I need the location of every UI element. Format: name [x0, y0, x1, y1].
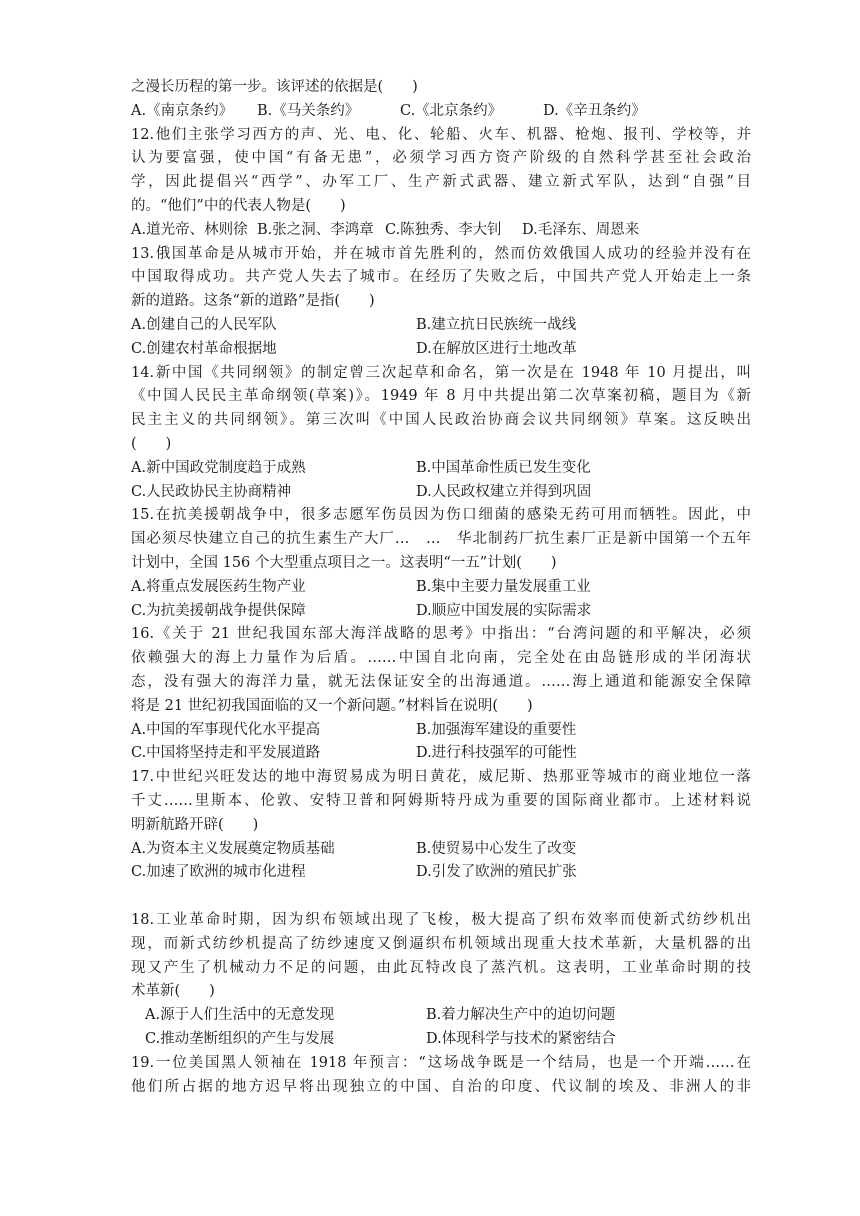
answer-options: [131, 314, 751, 338]
option-c[interactable]: C.中国将坚持走和平发展道路: [131, 745, 321, 762]
option-c[interactable]: C.加速了欧洲的城市化进程: [131, 864, 306, 881]
question-19-line: 他们所占据的地方迟早将出现独立的中国、自治的印度、代议制的埃及、非洲人的非: [131, 1078, 751, 1095]
question-12-line: 12.他们主张学习西方的声、光、电、化、轮船、火车、机器、枪炮、报刊、学校等，并: [131, 126, 751, 143]
option-b[interactable]: B.加强海军建设的重要性: [416, 721, 577, 738]
option-a[interactable]: A.道光帝、林则徐: [131, 221, 248, 238]
question-16-line: 将是 21 世纪初我国面临的又一个新问题。”材料旨在说明( ): [131, 697, 533, 714]
option-d[interactable]: D.人民政权建立并得到巩固: [416, 483, 592, 500]
option-d[interactable]: D.《辛丑条约》: [543, 102, 646, 119]
question-18-line: 现，而新式纺纱机提高了纺纱速度又倒逼织布机领域出现重大技术革新，大量机器的出: [131, 935, 751, 952]
question-18-line: 现又产生了机械动力不足的问题，由此瓦特改良了蒸汽机。这表明，工业革命时期的技: [131, 959, 751, 976]
question-12-line: 认为要富强，使中国“有备无患”，必须学习西方资产阶级的自然科学甚至社会政治: [131, 150, 751, 167]
option-a[interactable]: A.新中国政党制度趋于成熟: [131, 459, 306, 476]
option-c[interactable]: C.推动垄断组织的产生与发展: [145, 1031, 335, 1048]
answer-options: [131, 219, 751, 243]
question-16-line: 16.《关于 21 世纪我国东部大海洋战略的思考》中指出：“台湾问题的和平解决，必须: [131, 626, 751, 643]
answer-options: [131, 1028, 751, 1052]
option-a[interactable]: A.将重点发展医药生物产业: [131, 578, 306, 595]
option-b[interactable]: B.中国革命性质已发生变化: [416, 459, 591, 476]
option-b[interactable]: B.张之洞、李鸿章: [257, 221, 374, 238]
question-15-line: 15.在抗美援朝战争中，很多志愿军伤员因为伤口细菌的感染无药可用而牺牲。因此，中: [131, 507, 751, 524]
option-a[interactable]: A.《南京条约》: [131, 102, 234, 119]
answer-options: [131, 100, 751, 124]
option-a[interactable]: A.中国的军事现代化水平提高: [131, 721, 321, 738]
exam-page: [131, 76, 751, 1099]
option-b[interactable]: B.着力解决生产中的迫切问题: [426, 1007, 616, 1024]
question-17-line: 明新航路开辟( ): [131, 816, 259, 833]
answer-options: [131, 338, 751, 362]
question-14-line: 民主主义的共同纲领》。第三次叫《中国人民政治协商会议共同纲领》草案。这反映出: [131, 412, 751, 429]
option-d[interactable]: D.体现科学与技术的紧密结合: [426, 1031, 616, 1048]
option-c[interactable]: C.创建农村革命根据地: [131, 340, 277, 357]
option-d[interactable]: D.进行科技强军的可能性: [416, 745, 577, 762]
question-12-line: 的。“他们”中的代表人物是( ): [131, 197, 346, 214]
question-13-line: 13.俄国革命是从城市开始，并在城市首先胜利的，然而仿效俄国人成功的经验并没有在: [131, 245, 751, 262]
question-text-line: 之漫长历程的第一步。该评述的依据是( ): [131, 79, 418, 95]
question-16-line: 态，没有强大的海洋力量，就无法保证安全的出海通道。……海上通道和能源安全保障: [131, 673, 751, 690]
question-18-line: 18.工业革命时期，因为织布领域出现了飞梭，极大提高了织布效率而使新式纺纱机出: [131, 912, 751, 929]
question-19-line: 19.一位美国黑人领袖在 1918 年预言：“这场战争既是一个结局，也是一个开端……在: [131, 1054, 751, 1071]
answer-options: [131, 838, 751, 862]
question-13-line: 新的道路。这条“新的道路”是指( ): [131, 293, 375, 310]
option-a[interactable]: A.创建自己的人民军队: [131, 316, 277, 333]
option-c[interactable]: C.人民政协民主协商精神: [131, 483, 292, 500]
option-d[interactable]: D.毛泽东、周恩来: [522, 221, 640, 238]
answer-options: [131, 1004, 751, 1028]
option-b[interactable]: B.集中主要力量发展重工业: [416, 578, 591, 595]
question-16-line: 依赖强大的海上力量作为后盾。……中国自北向南，完全处在由岛链形成的半闭海状: [131, 650, 751, 667]
answer-options: [131, 719, 751, 743]
question-17-line: 千丈……里斯本、伦敦、安特卫普和阿姆斯特丹成为重要的国际商业都市。上述材料说: [131, 792, 751, 809]
option-d[interactable]: D.引发了欧洲的殖民扩张: [416, 864, 577, 881]
option-a[interactable]: A.为资本主义发展奠定物质基础: [131, 840, 335, 857]
answer-options: [131, 457, 751, 481]
question-13-line: 中国取得成功。共产党人失去了城市。在经历了失败之后，中国共产党人开始走上一条: [131, 269, 751, 286]
answer-options: [131, 481, 751, 505]
option-b[interactable]: B.使贸易中心发生了改变: [416, 840, 577, 857]
question-15-line: 计划中，全国 156 个大型重点项目之一。这表明“一五”计划( ): [131, 554, 557, 571]
answer-options: [131, 576, 751, 600]
option-b[interactable]: B.建立抗日民族统一战线: [416, 316, 577, 333]
question-14-line: 14.新中国《共同纲领》的制定曾三次起草和命名，第一次是在 1948 年 10 月提出，叫: [131, 364, 751, 381]
option-d[interactable]: D.在解放区进行土地改革: [416, 340, 577, 357]
question-18-line: 术革新( ): [131, 983, 215, 1000]
option-a[interactable]: A.源于人们生活中的无意发现: [145, 1007, 335, 1024]
option-c[interactable]: C.陈独秀、李大钊: [385, 221, 502, 238]
answer-options: [131, 600, 751, 624]
question-12-line: 学，因此提倡兴“西学”、办军工厂、生产新式武器、建立新式军队，达到“自强”目: [131, 174, 751, 191]
option-d[interactable]: D.顺应中国发展的实际需求: [416, 602, 592, 619]
option-b[interactable]: B.《马关条约》: [257, 102, 360, 119]
blank-spacer: [131, 885, 751, 909]
answer-options: [131, 861, 751, 885]
option-c[interactable]: C.《北京条约》: [400, 102, 503, 119]
question-17-line: 17.中世纪兴旺发达的地中海贸易成为明日黄花，威尼斯、热那亚等城市的商业地位一落: [131, 769, 751, 786]
question-15-line: 国必须尽快建立自己的抗生素生产大厂… … 华北制药厂抗生素厂正是新中国第一个五年: [131, 531, 751, 548]
option-c[interactable]: C.为抗美援朝战争提供保障: [131, 602, 306, 619]
answer-options: [131, 742, 751, 766]
question-14-line: ( ): [131, 435, 172, 452]
question-14-line: 《中国人民民主革命纲领(草案)》。1949 年 8 月中共提出第二次草案初稿，题目为《新: [131, 388, 751, 405]
